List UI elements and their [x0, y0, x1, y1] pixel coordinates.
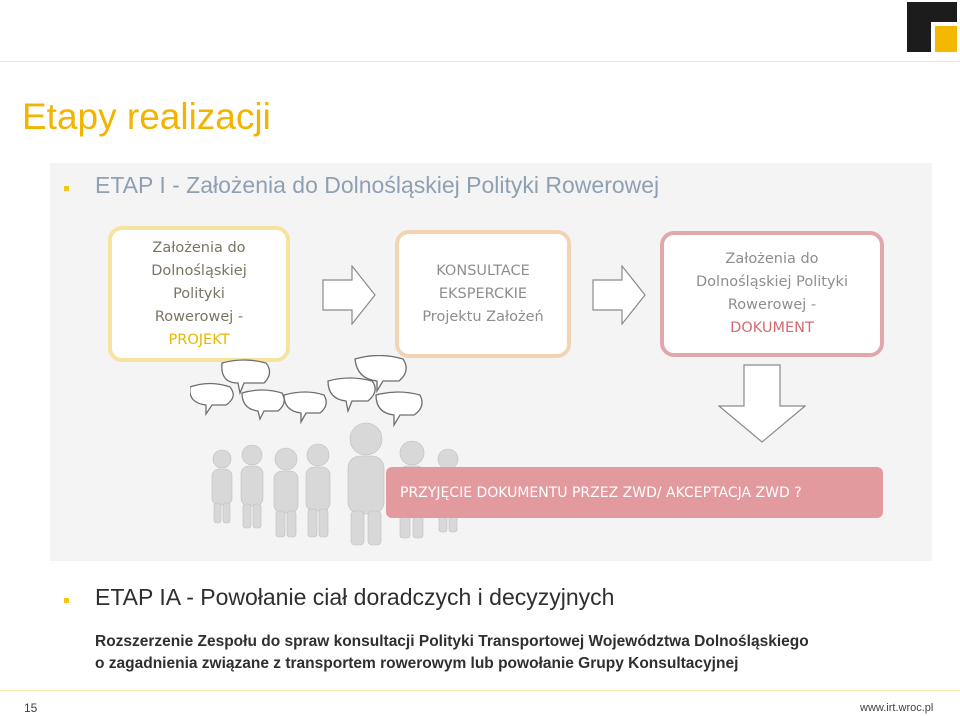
box-line: Projektu Założeń: [422, 308, 544, 325]
speech-bubble-icon: [328, 378, 375, 411]
speech-bubble-icon: [242, 390, 284, 419]
body-line-1: Rozszerzenie Zespołu do spraw konsultacji Polityki Transportowej Województwa Dolnośląskiego: [95, 633, 809, 650]
people-illustration-icon: [190, 355, 480, 555]
website-link[interactable]: www.irt.wroc.pl: [860, 702, 934, 714]
box-line: Rowerowej -: [154, 308, 244, 325]
box-line: Założenia do: [725, 251, 819, 267]
box-line: Polityki: [173, 285, 225, 302]
arrow-right-icon: [322, 265, 376, 325]
arrow-right-icon: [592, 265, 646, 325]
body-line-2: o zagadnienia związane z transportem rowerowym lub powołanie Grupy Konsultacyjnej: [95, 655, 739, 672]
box-line: Założenia do: [152, 239, 246, 256]
box-highlight: DOKUMENT: [730, 320, 814, 336]
box-konsultacje: [395, 230, 571, 358]
top-rule: [0, 61, 960, 62]
box-projekt: [108, 226, 290, 362]
speech-bubble-icon: [376, 392, 422, 425]
bullet-icon: [64, 186, 69, 191]
etap1-heading: ETAP I - Założenia do Dolnośląskiej Polityki Rowerowej: [95, 172, 660, 198]
box-line: Dolnośląskiej: [151, 262, 247, 279]
bottom-rule: [0, 690, 960, 691]
speech-bubble-icon: [190, 384, 233, 415]
page-number: 15: [24, 701, 38, 715]
box-highlight: PROJEKT: [168, 331, 230, 348]
bullet-icon: [64, 598, 69, 603]
box-line: Rowerowej -: [727, 297, 817, 313]
arrow-down-icon: [718, 364, 806, 444]
logo-icon: [907, 2, 957, 52]
box-line: Dolnośląskiej Polityki: [696, 274, 848, 290]
acceptance-bar: PRZYJĘCIE DOKUMENTU PRZEZ ZWD/ AKCEPTACJA ZWD ?: [386, 467, 883, 518]
etap1a-heading: ETAP IA - Powołanie ciał doradczych i decyzyjnych: [95, 584, 615, 610]
box-line: KONSULTACE: [436, 262, 530, 279]
box-dokument: [660, 231, 884, 357]
slide-title: Etapy realizacji: [22, 96, 271, 137]
box-line: EKSPERCKIE: [438, 285, 528, 302]
speech-bubble-icon: [284, 392, 326, 422]
